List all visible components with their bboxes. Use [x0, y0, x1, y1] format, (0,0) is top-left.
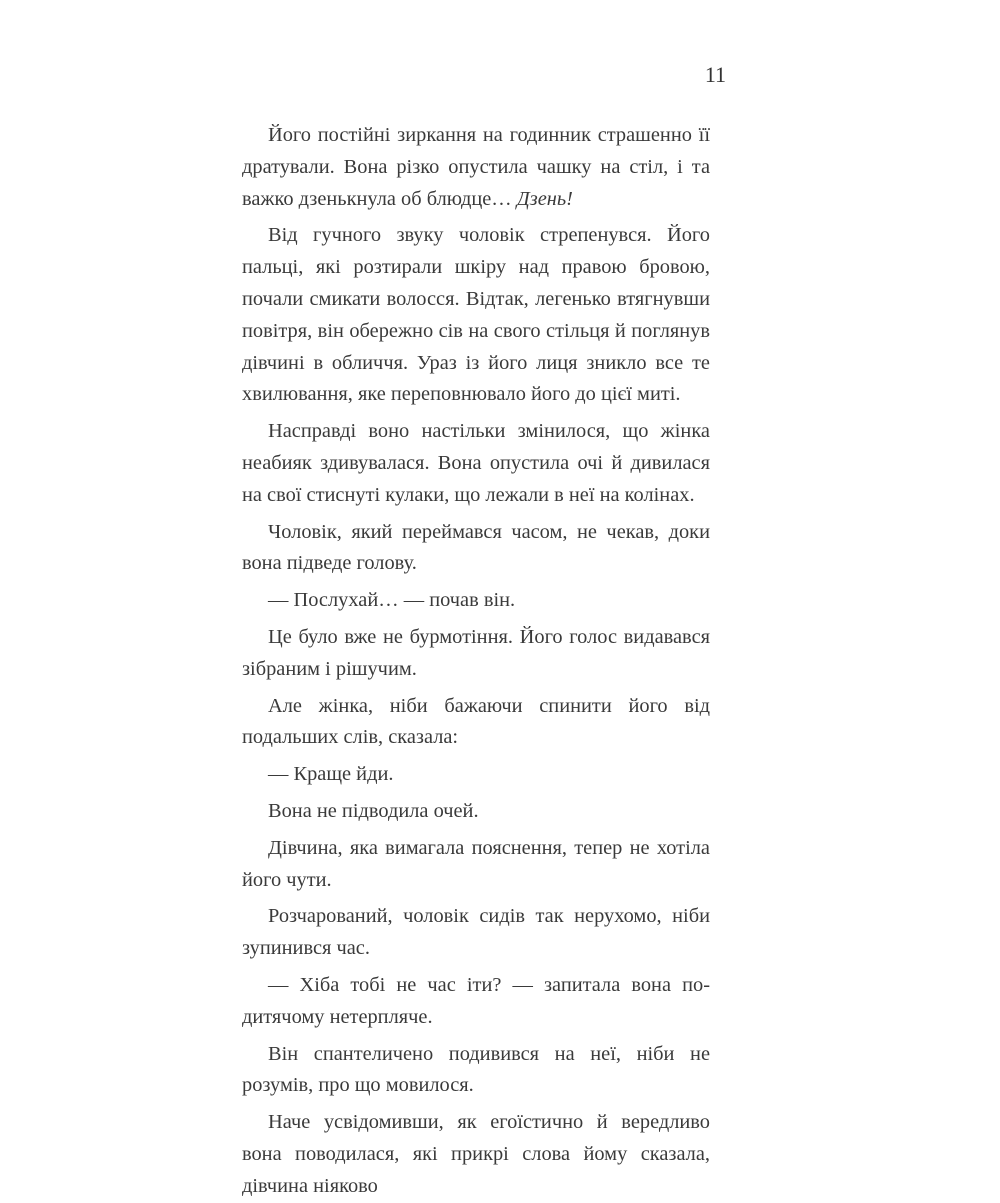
paragraph: [242, 622, 710, 686]
text-run: Він спантеличено подивився на неї, ніби не розумів, про що мовилося.: [242, 1042, 710, 1097]
paragraph: [242, 120, 710, 215]
text-run: Від гучного звуку чоловік стрепенувся. Його пальці, які розтирали шкіру над правою бровою, почали смикати волосся. Відтак, легенько втягнувши повітря, він обережно сів на свого стільця й поглянув дівчині в обличчя. Ураз із його лиця зникло все те хвилювання, яке переповнювало його до цієї миті.: [242, 224, 710, 406]
paragraph: [242, 833, 710, 897]
paragraph: [242, 901, 710, 965]
paragraph: [242, 1107, 710, 1202]
paragraph: [242, 759, 710, 791]
text-run: Насправді воно настільки змінилося, що жінка неабияк здивувалася. Вона опустила очі й дивилася на свої стиснуті кулаки, що лежали в неї на колінах.: [242, 420, 710, 506]
paragraph: [242, 796, 710, 828]
text-run: — Послухай… — почав він.: [268, 589, 516, 612]
paragraph: [242, 970, 710, 1034]
paragraph: [242, 585, 710, 617]
text-run: — Краще йди.: [268, 763, 394, 786]
paragraph: [242, 416, 710, 511]
text-run: — Хіба тобі не час іти? — запитала вона по-дитячому нетерпляче.: [242, 973, 710, 1028]
italic-text: Дзень!: [516, 187, 573, 210]
paragraph: [242, 220, 710, 411]
paragraph: [242, 1039, 710, 1103]
text-run: Дівчина, яка вимагала пояснення, тепер не хотіла його чути.: [242, 836, 710, 891]
text-run: Але жінка, ніби бажаючи спинити його від подальших слів, сказала:: [242, 694, 710, 749]
text-run: Його постійні зиркання на годинник страшенно її дратували. Вона різко опустила чашку на стіл, і та важко дзенькнула об блюдце…: [242, 124, 710, 210]
body-text: [242, 120, 710, 1203]
text-run: Розчарований, чоловік сидів так нерухомо, ніби зупинився час.: [242, 905, 710, 960]
paragraph: [242, 517, 710, 581]
page-number: 11: [704, 62, 726, 87]
text-run: Чоловік, який переймався часом, не чекав, доки вона підведе голову.: [242, 520, 710, 575]
text-run: Наче усвідомивши, як егоїстично й вередливо вона поводилася, які прикрі слова йому сказала, дівчина ніяково: [242, 1111, 710, 1197]
paragraph: [242, 691, 710, 755]
text-run: Вона не підводила очей.: [268, 799, 479, 822]
text-run: Це було вже не бурмотіння. Його голос видавався зібраним і рішучим.: [242, 625, 710, 680]
